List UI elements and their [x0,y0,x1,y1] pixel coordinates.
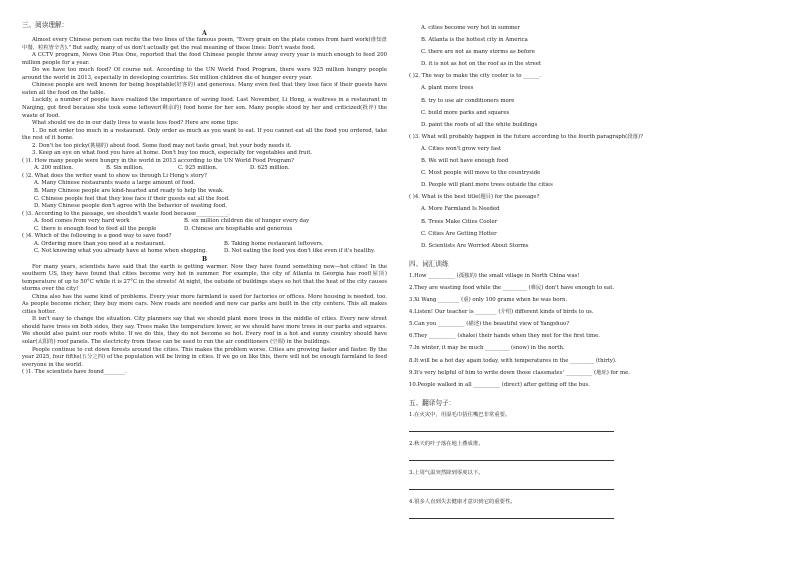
passage-a-question-1 [22,158,387,173]
option-c[interactable]: C. Not knowing what you already have at home when shopping. [34,248,208,255]
translation-item: 4.很多人直到失去健康才意识到它的重要性。 [409,499,516,506]
option-c[interactable]: C. there are not as many storms as before [421,49,535,56]
option-b[interactable]: B. Many Chinese people are kind-hearted and ready to help the weak. [34,188,224,195]
vocab-item[interactable]: 7.In winter, it may be much _________ (snow) in the north. [409,345,565,352]
passage-a-paragraph: Almost every Chinese person can recite the two lines of the famous poem, "Every grain on the plate comes from hard work(谁知盘中餐，粒粒皆辛苦)." But sadly, many of us don't actually get the real meaning of these lines: Don't waste food. [22,37,387,51]
passage-b-body [22,264,387,370]
passage-b-question-1-stem: ( )1. The scientists have found________. [22,369,127,376]
option-c[interactable]: C. there is enough food to feed all the people [34,225,157,232]
option-a[interactable]: A. More Farmland Is Needed [421,206,500,213]
option-d[interactable]: D. it is not as hot on the roof as in the street [421,61,542,68]
question-stem: ( )3. What will probably happen in the future according to the fourth paragraph(段落)? [409,133,643,140]
question-stem: ( )1. How many people were hungry in the world in 2013 according to the UN World Food Program? [22,157,294,164]
vocab-item[interactable]: 4.Listen! Our teacher is ________ (介绍) different kinds of birds to us. [409,309,594,316]
section5-title: 五、翻译句子： [409,398,456,407]
option-b[interactable]: B. We will not have enough food [421,158,509,165]
question-stem: ( )2. What does the writer want to show us through Li Hong's story? [22,172,207,179]
passage-a-tip: 3. Keep an eye on what food you have at home. Don't buy too much, especially for vegetables and fruit. [32,150,313,157]
answer-line[interactable] [409,431,614,432]
vocab-item[interactable]: 10.People walked in all __________ (direct) after getting off the bus. [409,381,590,388]
vocab-item[interactable]: 9.It's very helpful of him to write down those classmates' __________ (地址) for me. [409,369,630,376]
answer-line[interactable] [409,518,614,519]
vocab-item[interactable]: 6.They __________ (shake) their hands when they met for the first time. [409,333,600,340]
option-c[interactable]: C. Cities Are Getting Hotter [421,230,497,237]
option-d[interactable]: D. 625 million. [250,165,290,172]
option-d[interactable]: D. Many Chinese people don't agree with the behavior of wasting food. [34,203,227,210]
option-row [22,248,387,256]
question-stem: ( )4. Which of the following is a good way to save food? [22,233,172,240]
passage-b-question-4 [409,191,769,251]
question-stem: ( )4. What is the best title(题目) for the passage? [409,194,540,201]
option-c[interactable]: C. Most people will move to the countryside [421,170,541,177]
passage-b-label: B [201,255,208,263]
option-row [22,165,387,173]
vocab-item[interactable]: 1.How __________ (孤独的) the small village in North China was! [409,272,580,279]
option-d[interactable]: D. People will plant more trees outside the cities [421,182,553,189]
passage-b-question-3 [409,131,769,191]
question-stem: ( )3. According to the passage, we shouldn't waste food because____________. [22,210,230,217]
vocab-item[interactable]: 2.They are wasting food while the _________ (难民) don't have enough to eat. [409,284,615,291]
passage-a-label: A [202,29,207,37]
section4-title: 四、词汇训练 [409,259,449,268]
option-b[interactable]: B. Atlanta is the hottest city in America [421,37,528,44]
vocab-item[interactable]: 3.Xi Wang ________ (重) only 100 grams when he was born. [409,297,568,304]
passage-a-tip: 2. Don't be too picky(挑剔的) about food. Some food may not taste great, but your body needs it. [32,142,292,149]
passage-b-paragraph: It isn't easy to change the situation. City planners say that we should plant more trees in the middle of cities. Every new street should have trees on both sides, they say. Trees make the temperature lower, so we should have more trees in our parks and squares. We should also paint our roofs white. If we do this, they do not become so hot. Every roof in a hot and sunny country should have solar(太阳的) roof panels. The electricity from these can be used to run the air conditioners (空调) in the buildings. [22,316,387,345]
passage-a-question-3 [22,211,387,234]
option-c[interactable]: C. 925 million. [178,165,218,172]
option-a[interactable]: A. Cities won't grow very fast [421,145,502,152]
passage-a-question-4 [22,233,387,256]
translation-item: 2.秋天的叶子落在地上叠成堆。 [409,441,484,447]
vocab-item[interactable]: 5.Can you __________ (描述) the beautiful view of Yangshuo? [409,321,570,328]
passage-b-paragraph: People continue to cut down forests around the cities. This makes the problem worse. Cities are growing faster and faster. By the year 2025, four fifths(五分之四) of the population will be living in cities. If we go on like this, there will not be enough farmland to feed everyone in the world. [22,346,387,368]
option-a[interactable]: A. cities become very hot in summer [421,25,520,31]
option-a[interactable]: A. plant more trees [421,85,474,92]
option-b[interactable]: B. Trees Make Cities Cooler [421,218,498,225]
option-row [22,241,387,249]
passage-a-tip: 1. Do not order too much in a restaurant. Only order as much as you want to eat. If you cannot eat all the food you ordered, take the rest of it home. [22,127,387,142]
option-d[interactable]: D. paint the roofs of all the white buildings [421,121,538,128]
passage-a-paragraph: Chinese people are well known for being hospitable(好客的) and generous. Many even feel that they lose face if their guests have eaten all the food on the table. [22,82,387,96]
option-row [22,218,387,226]
option-c[interactable]: C. build more parks and squares [421,109,510,116]
option-b[interactable]: B. Taking home restaurant leftovers. [224,240,324,247]
left-column [22,22,387,377]
option-d[interactable]: D. Not eating the food you don't like even if it's healthy. [224,248,375,255]
passage-a-paragraph: A CCTV program, News One Plus One, reported that the food Chinese people throw away every year is much enough to feed 200 million people for a year. [22,52,387,66]
vocab-item[interactable]: 8.It will be a hot day again today, with temperatures in the _________ (thirty). [409,357,617,364]
option-a[interactable]: A. 200 million. [34,165,74,172]
passage-b-paragraph: For many years, scientists have said that the earth is getting warmer. Now they have found something new—hot cities! In the southern US, they have found that cities become very hot in summer. For example, the city of Atlanta in Georgia has roof(屋顶) temperature of up to 50°C while it is 27°C in the streets! At night, the outside of buildings stays so hot that the heat of the city causes storms over the city! [22,263,387,293]
translation-section [409,397,769,519]
passage-a-body [22,37,387,158]
option-b[interactable]: B. try to use air conditioners more [421,97,515,104]
option-d[interactable]: D. Scientists Are Worried About Storms [421,242,529,249]
answer-line[interactable] [409,460,614,461]
option-a[interactable]: A. food comes from very hard work [34,218,130,225]
option-b[interactable]: B. Six million. [106,165,144,172]
answer-line[interactable] [409,489,614,490]
option-b[interactable]: B. six million children die of hunger every day [184,218,310,225]
passage-a-question-2 [22,173,387,211]
passage-a-paragraph: What should we do in our daily lives to waste less food? Here are some tips: [32,120,239,127]
question-stem: ( )2. The way to make the city cooler is to ______. [409,73,541,80]
section3-title: 三、阅读理解： [22,21,69,29]
right-column [409,22,769,525]
passage-a-paragraph: Do we have too much food? Of course not. According to the UN World Food Program, there were 925 million hungry people around the world in 2013, especially in developing countries. Six million children die of hunger every year. [22,67,387,81]
option-c[interactable]: C. Chinese people feel that they lose face if their guests eat all the food. [34,195,230,202]
option-a[interactable]: A. Ordering more than you need at a restaurant. [34,240,166,247]
passage-b-question-2 [409,70,769,130]
option-a[interactable]: A. Many Chinese restaurants waste a large amount of food. [34,180,196,187]
translation-item: 3.上周气温突然降到零度以下。 [409,470,484,477]
vocabulary-section [409,258,769,391]
passage-a-paragraph: Luckily, a number of people have realized the importance of saving food. Last November, Li Hong, a waitress in a restaurant in Nanjing, got fired because she took some leftover(剩余的) food home for her son. Many people stood by her and criticized(批评) the waste of food. [22,97,387,119]
passage-b-question-1-options [409,22,769,70]
option-d[interactable]: D. Chinese are hospitable and generous [184,225,293,232]
translation-item: 1.在火灾中，用湿毛巾捂住嘴巴非常重要。 [409,411,511,418]
passage-b-paragraph: China also has the same kind of problems. Every year more farmland is used for factories or offices. More housing is needed, too. As people become richer, they buy more cars. New roads are needed and new car parks are built in the city centers. This all makes cities hotter. [22,293,387,315]
